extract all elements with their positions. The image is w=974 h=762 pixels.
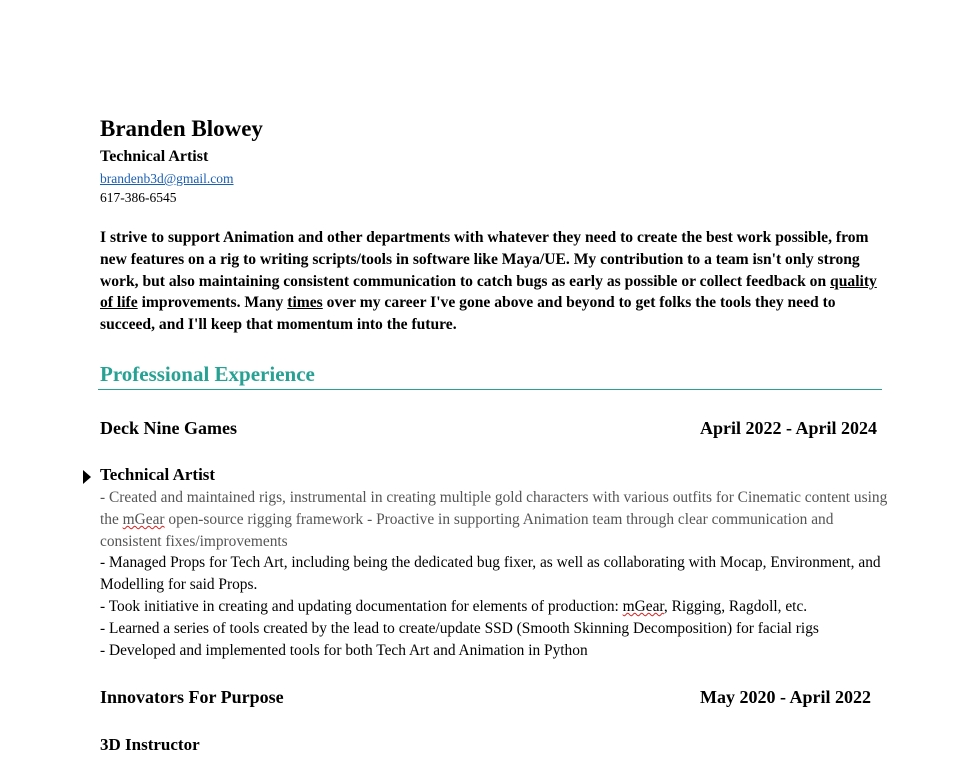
bullet-text: open-source rigging framework - Proactive in supporting Animation team through clear communication and consistent fixes/improvements	[100, 510, 834, 550]
job-dates: May 2020 - April 2022	[700, 687, 871, 707]
bullet-item: - Managed Props for Tech Art, including being the dedicated bug fixer, as well as collaborating with Mocap, Environment, and Modelling for said Props.	[100, 554, 881, 594]
spellcheck-word[interactable]: mGear	[122, 510, 165, 528]
bullet-text: , Rigging, Ragdoll, etc.	[663, 597, 808, 615]
job-role: Technical Artist	[100, 465, 216, 484]
bullet-item	[100, 596, 890, 618]
phone-number: 617-386-6545	[100, 190, 177, 205]
summary-text-1: I strive to support Animation and other departments with whatever they need to create the best work possible, from new features on a rig to writing scripts/tools in software like Maya/UE. My contribution to a team isn't only strong work, but also maintaining consistent communication to catch bugs as early as possible or collect feedback on	[100, 229, 869, 290]
candidate-name: Branden Blowey	[100, 116, 263, 141]
bullet-text: - Created and maintained rigs, instrumental in creating multiple gold characters with various outfits for Cinematic content using the	[100, 489, 888, 528]
collapse-triangle-icon[interactable]	[83, 470, 91, 484]
candidate-title: Technical Artist	[100, 148, 209, 165]
bullet-item: - Learned a series of tools created by the lead to create/update SSD (Smooth Skinning Decomposition) for facial rigs	[100, 619, 819, 637]
summary-paragraph	[100, 227, 890, 336]
bullet-item	[100, 487, 890, 552]
summary-text-2: improvements. Many	[137, 294, 288, 312]
job-dates: April 2022 - April 2024	[700, 418, 878, 438]
section-title-experience: Professional Experience	[100, 362, 315, 386]
summary-text-3: over my career I've gone above and beyond to get folks the tools they need to succeed, and I'll keep that momentum into the future.	[100, 294, 836, 334]
job-bullets	[100, 487, 890, 661]
summary-underline-2: times	[287, 294, 323, 312]
job-company: Innovators For Purpose	[100, 687, 284, 707]
spellcheck-word[interactable]: mGear	[622, 597, 664, 615]
email-link[interactable]: brandenb3d@gmail.com	[100, 171, 234, 186]
bullet-item: - Developed and implemented tools for both Tech Art and Animation in Python	[100, 641, 588, 659]
job-company: Deck Nine Games	[100, 418, 237, 438]
summary-underline-1: quality of life	[100, 272, 877, 312]
section-divider	[98, 389, 882, 390]
job-role: 3D Instructor	[100, 735, 200, 754]
bullet-text: - Took initiative in creating and updating documentation for elements of production:	[100, 597, 623, 615]
